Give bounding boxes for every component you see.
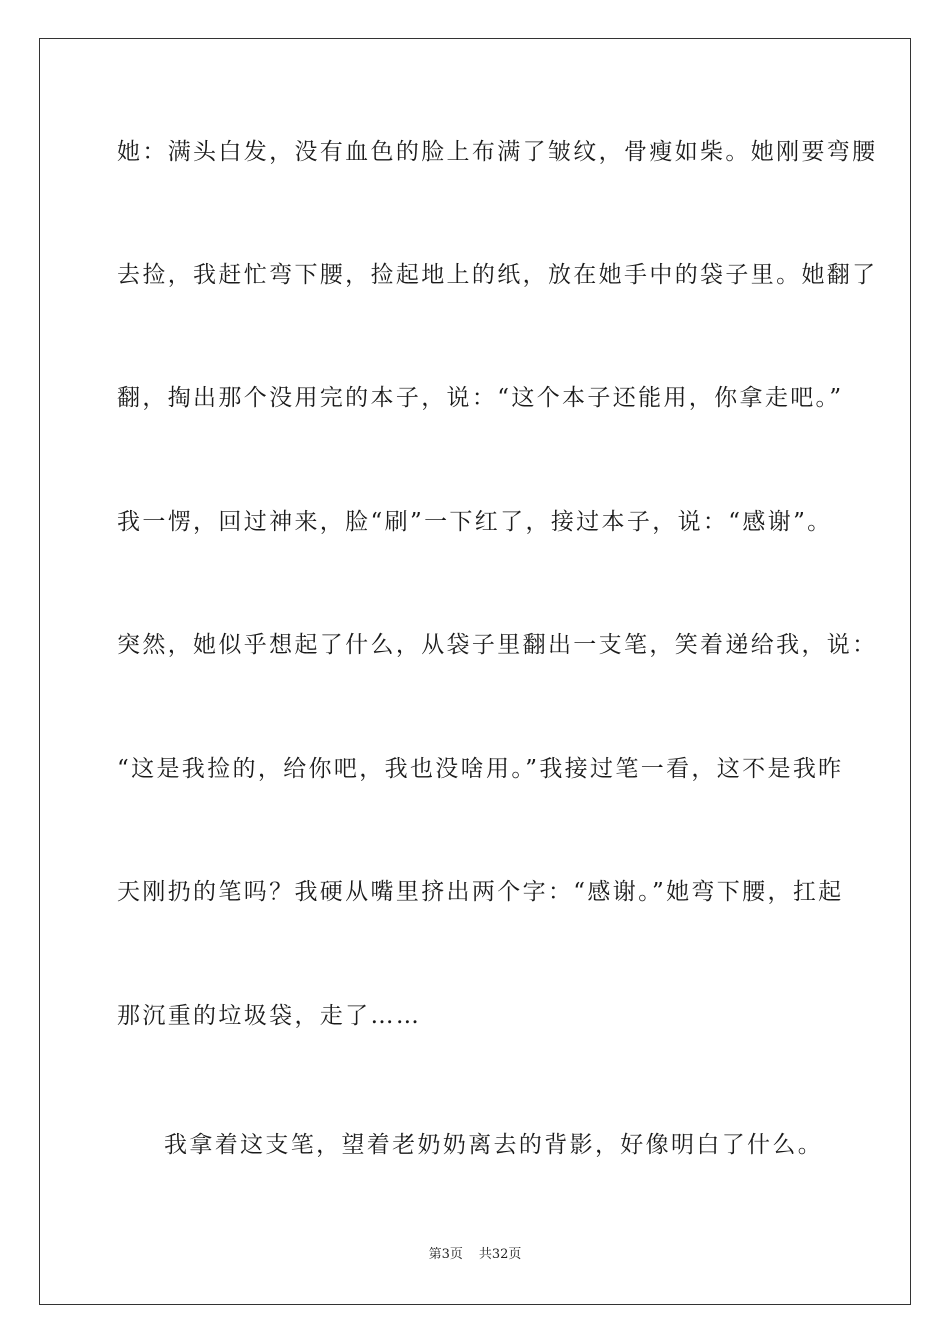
text-line: 那沉重的垃圾袋，走了…… — [117, 1003, 422, 1029]
text-line: 去捡，我赶忙弯下腰，捡起地上的纸，放在她手中的袋子里。她翻了 — [117, 262, 878, 288]
page-number: 第3页 — [428, 1247, 463, 1262]
text-line: 天刚扔的笔吗？我硬从嘴里挤出两个字：“感谢。”她弯下腰，扛起 — [117, 879, 844, 905]
text-line: 翻，掏出那个没用完的本子，说：“这个本子还能用，你拿走吧。” — [117, 385, 844, 411]
text-line: “这是我捡的，给你吧，我也没啥用。”我接过笔一看，这不是我昨 — [117, 756, 844, 782]
total-pages: 共32页 — [478, 1247, 522, 1262]
page-footer — [0, 1247, 950, 1263]
page-border — [39, 38, 911, 1305]
text-line: 她：满头白发，没有血色的脸上布满了皱纹，骨瘦如柴。她刚要弯腰 — [117, 139, 878, 165]
text-line: 突然，她似乎想起了什么，从袋子里翻出一支笔，笑着递给我，说： — [117, 632, 878, 658]
text-line: 我一愣，回过神来，脸“刷”一下红了，接过本子，说：“感谢”。 — [117, 509, 833, 535]
closing-paragraph: 我拿着这支笔，望着老奶奶离去的背影，好像明白了什么。 — [164, 1132, 824, 1158]
